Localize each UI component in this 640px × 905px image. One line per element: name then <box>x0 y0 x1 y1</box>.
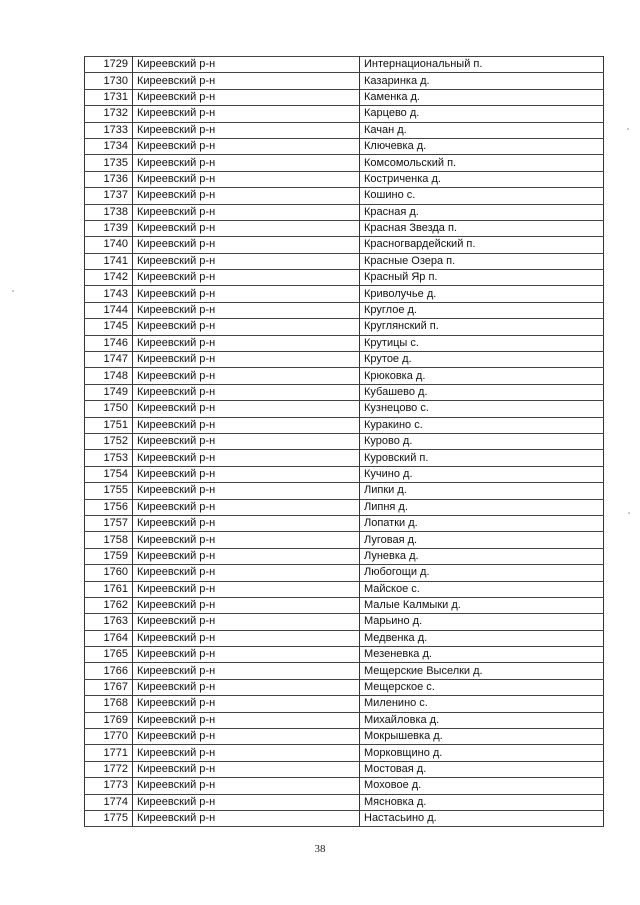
settlement-cell: Каменка д. <box>360 89 604 105</box>
district-cell: Киреевский р-н <box>133 597 360 613</box>
row-number-cell: 1745 <box>85 319 133 335</box>
settlement-cell: Ключевка д. <box>360 138 604 154</box>
district-cell: Киреевский р-н <box>133 647 360 663</box>
table-row <box>85 581 604 597</box>
row-number-cell: 1735 <box>85 155 133 171</box>
row-number-cell: 1771 <box>85 745 133 761</box>
settlement-cell: Кубашево д. <box>360 384 604 400</box>
row-number-cell: 1750 <box>85 401 133 417</box>
settlement-cell: Красные Озера п. <box>360 253 604 269</box>
district-cell: Киреевский р-н <box>133 614 360 630</box>
table-row <box>85 778 604 794</box>
district-cell: Киреевский р-н <box>133 466 360 482</box>
settlement-cell: Кузнецово с. <box>360 401 604 417</box>
table-row <box>85 270 604 286</box>
settlement-cell: Качан д. <box>360 122 604 138</box>
district-cell: Киреевский р-н <box>133 73 360 89</box>
district-cell: Киреевский р-н <box>133 433 360 449</box>
settlements-table <box>84 56 604 827</box>
settlement-cell: Мещерские Выселки д. <box>360 663 604 679</box>
settlement-cell: Красная д. <box>360 204 604 220</box>
table-row <box>85 515 604 531</box>
district-cell: Киреевский р-н <box>133 696 360 712</box>
settlement-cell: Крюковка д. <box>360 368 604 384</box>
table-row <box>85 597 604 613</box>
scan-speck <box>12 290 14 292</box>
settlement-cell: Любогощи д. <box>360 565 604 581</box>
settlement-cell: Мясновка д. <box>360 794 604 810</box>
row-number-cell: 1733 <box>85 122 133 138</box>
row-number-cell: 1730 <box>85 73 133 89</box>
table-row <box>85 89 604 105</box>
row-number-cell: 1742 <box>85 270 133 286</box>
table-row <box>85 614 604 630</box>
district-cell: Киреевский р-н <box>133 401 360 417</box>
table-row <box>85 155 604 171</box>
settlement-cell: Красная Звезда п. <box>360 220 604 236</box>
district-cell: Киреевский р-н <box>133 532 360 548</box>
settlement-cell: Мокрышевка д. <box>360 729 604 745</box>
district-cell: Киреевский р-н <box>133 253 360 269</box>
table-row <box>85 384 604 400</box>
table-row <box>85 57 604 73</box>
row-number-cell: 1746 <box>85 335 133 351</box>
table-row <box>85 73 604 89</box>
table-row <box>85 171 604 187</box>
settlement-cell: Крутое д. <box>360 352 604 368</box>
settlement-cell: Михайловка д. <box>360 712 604 728</box>
page-number: 38 <box>314 843 326 855</box>
row-number-cell: 1754 <box>85 466 133 482</box>
table-row <box>85 417 604 433</box>
row-number-cell: 1772 <box>85 761 133 777</box>
table-row <box>85 499 604 515</box>
settlement-cell: Красный Яр п. <box>360 270 604 286</box>
district-cell: Киреевский р-н <box>133 761 360 777</box>
row-number-cell: 1763 <box>85 614 133 630</box>
row-number-cell: 1765 <box>85 647 133 663</box>
settlement-cell: Костриченка д. <box>360 171 604 187</box>
settlement-cell: Куракино с. <box>360 417 604 433</box>
settlement-cell: Марьино д. <box>360 614 604 630</box>
district-cell: Киреевский р-н <box>133 237 360 253</box>
district-cell: Киреевский р-н <box>133 89 360 105</box>
row-number-cell: 1764 <box>85 630 133 646</box>
table-row <box>85 220 604 236</box>
row-number-cell: 1729 <box>85 57 133 73</box>
district-cell: Киреевский р-н <box>133 270 360 286</box>
district-cell: Киреевский р-н <box>133 515 360 531</box>
district-cell: Киреевский р-н <box>133 794 360 810</box>
district-cell: Киреевский р-н <box>133 565 360 581</box>
settlement-cell: Мезеневка д. <box>360 647 604 663</box>
table-row <box>85 319 604 335</box>
row-number-cell: 1744 <box>85 302 133 318</box>
settlement-cell: Луневка д. <box>360 548 604 564</box>
row-number-cell: 1737 <box>85 188 133 204</box>
district-cell: Киреевский р-н <box>133 302 360 318</box>
table-row <box>85 401 604 417</box>
table-row <box>85 729 604 745</box>
table-row <box>85 253 604 269</box>
settlement-cell: Мостовая д. <box>360 761 604 777</box>
district-cell: Киреевский р-н <box>133 57 360 73</box>
row-number-cell: 1760 <box>85 565 133 581</box>
district-cell: Киреевский р-н <box>133 581 360 597</box>
table-row <box>85 761 604 777</box>
district-cell: Киреевский р-н <box>133 384 360 400</box>
row-number-cell: 1766 <box>85 663 133 679</box>
settlement-cell: Красногвардейский п. <box>360 237 604 253</box>
district-cell: Киреевский р-н <box>133 319 360 335</box>
settlement-cell: Настасьино д. <box>360 810 604 826</box>
district-cell: Киреевский р-н <box>133 122 360 138</box>
row-number-cell: 1753 <box>85 450 133 466</box>
row-number-cell: 1761 <box>85 581 133 597</box>
settlement-cell: Малые Калмыки д. <box>360 597 604 613</box>
table-row <box>85 122 604 138</box>
table-row <box>85 696 604 712</box>
district-cell: Киреевский р-н <box>133 155 360 171</box>
settlement-cell: Липня д. <box>360 499 604 515</box>
district-cell: Киреевский р-н <box>133 450 360 466</box>
table-row <box>85 237 604 253</box>
settlement-cell: Комсомольский п. <box>360 155 604 171</box>
table-row <box>85 663 604 679</box>
district-cell: Киреевский р-н <box>133 368 360 384</box>
district-cell: Киреевский р-н <box>133 630 360 646</box>
table-row <box>85 532 604 548</box>
settlement-cell: Казаринка д. <box>360 73 604 89</box>
settlement-cell: Круглянский п. <box>360 319 604 335</box>
district-cell: Киреевский р-н <box>133 548 360 564</box>
table-row <box>85 450 604 466</box>
table-row <box>85 286 604 302</box>
row-number-cell: 1751 <box>85 417 133 433</box>
scan-speck <box>628 512 630 514</box>
table-row <box>85 352 604 368</box>
table-row <box>85 188 604 204</box>
settlements-table-body <box>85 57 604 827</box>
row-number-cell: 1736 <box>85 171 133 187</box>
row-number-cell: 1757 <box>85 515 133 531</box>
row-number-cell: 1748 <box>85 368 133 384</box>
district-cell: Киреевский р-н <box>133 483 360 499</box>
settlement-cell: Липки д. <box>360 483 604 499</box>
table-row <box>85 302 604 318</box>
row-number-cell: 1758 <box>85 532 133 548</box>
settlement-cell: Куровский п. <box>360 450 604 466</box>
district-cell: Киреевский р-н <box>133 663 360 679</box>
table-row <box>85 483 604 499</box>
district-cell: Киреевский р-н <box>133 171 360 187</box>
row-number-cell: 1773 <box>85 778 133 794</box>
settlement-cell: Лопатки д. <box>360 515 604 531</box>
district-cell: Киреевский р-н <box>133 712 360 728</box>
settlement-cell: Крутицы с. <box>360 335 604 351</box>
row-number-cell: 1756 <box>85 499 133 515</box>
row-number-cell: 1759 <box>85 548 133 564</box>
settlement-cell: Мещерское с. <box>360 679 604 695</box>
row-number-cell: 1738 <box>85 204 133 220</box>
scan-speck <box>627 128 629 130</box>
table-row <box>85 565 604 581</box>
settlement-cell: Курово д. <box>360 433 604 449</box>
district-cell: Киреевский р-н <box>133 778 360 794</box>
row-number-cell: 1755 <box>85 483 133 499</box>
district-cell: Киреевский р-н <box>133 286 360 302</box>
row-number-cell: 1731 <box>85 89 133 105</box>
district-cell: Киреевский р-н <box>133 729 360 745</box>
district-cell: Киреевский р-н <box>133 335 360 351</box>
table-row <box>85 548 604 564</box>
table-row <box>85 794 604 810</box>
district-cell: Киреевский р-н <box>133 138 360 154</box>
district-cell: Киреевский р-н <box>133 106 360 122</box>
table-row <box>85 106 604 122</box>
table-row <box>85 433 604 449</box>
row-number-cell: 1741 <box>85 253 133 269</box>
district-cell: Киреевский р-н <box>133 352 360 368</box>
settlement-cell: Карцево д. <box>360 106 604 122</box>
table-row <box>85 712 604 728</box>
district-cell: Киреевский р-н <box>133 499 360 515</box>
settlement-cell: Моховое д. <box>360 778 604 794</box>
table-row <box>85 679 604 695</box>
row-number-cell: 1740 <box>85 237 133 253</box>
table-row <box>85 204 604 220</box>
row-number-cell: 1734 <box>85 138 133 154</box>
settlement-cell: Майское с. <box>360 581 604 597</box>
settlement-cell: Кучино д. <box>360 466 604 482</box>
row-number-cell: 1743 <box>85 286 133 302</box>
settlement-cell: Миленино с. <box>360 696 604 712</box>
district-cell: Киреевский р-н <box>133 220 360 236</box>
district-cell: Киреевский р-н <box>133 204 360 220</box>
row-number-cell: 1768 <box>85 696 133 712</box>
row-number-cell: 1749 <box>85 384 133 400</box>
row-number-cell: 1769 <box>85 712 133 728</box>
settlement-cell: Морковщино д. <box>360 745 604 761</box>
settlement-cell: Криволучье д. <box>360 286 604 302</box>
row-number-cell: 1739 <box>85 220 133 236</box>
table-row <box>85 810 604 826</box>
settlement-cell: Луговая д. <box>360 532 604 548</box>
table-row <box>85 335 604 351</box>
row-number-cell: 1732 <box>85 106 133 122</box>
district-cell: Киреевский р-н <box>133 810 360 826</box>
settlement-cell: Круглое д. <box>360 302 604 318</box>
settlement-cell: Медвенка д. <box>360 630 604 646</box>
row-number-cell: 1770 <box>85 729 133 745</box>
table-row <box>85 368 604 384</box>
table-row <box>85 466 604 482</box>
row-number-cell: 1747 <box>85 352 133 368</box>
settlement-cell: Кошино с. <box>360 188 604 204</box>
district-cell: Киреевский р-н <box>133 745 360 761</box>
table-row <box>85 647 604 663</box>
table-row <box>85 745 604 761</box>
row-number-cell: 1762 <box>85 597 133 613</box>
table-row <box>85 630 604 646</box>
table-row <box>85 138 604 154</box>
district-cell: Киреевский р-н <box>133 188 360 204</box>
row-number-cell: 1775 <box>85 810 133 826</box>
row-number-cell: 1767 <box>85 679 133 695</box>
district-cell: Киреевский р-н <box>133 679 360 695</box>
row-number-cell: 1752 <box>85 433 133 449</box>
settlement-cell: Интернациональный п. <box>360 57 604 73</box>
row-number-cell: 1774 <box>85 794 133 810</box>
district-cell: Киреевский р-н <box>133 417 360 433</box>
